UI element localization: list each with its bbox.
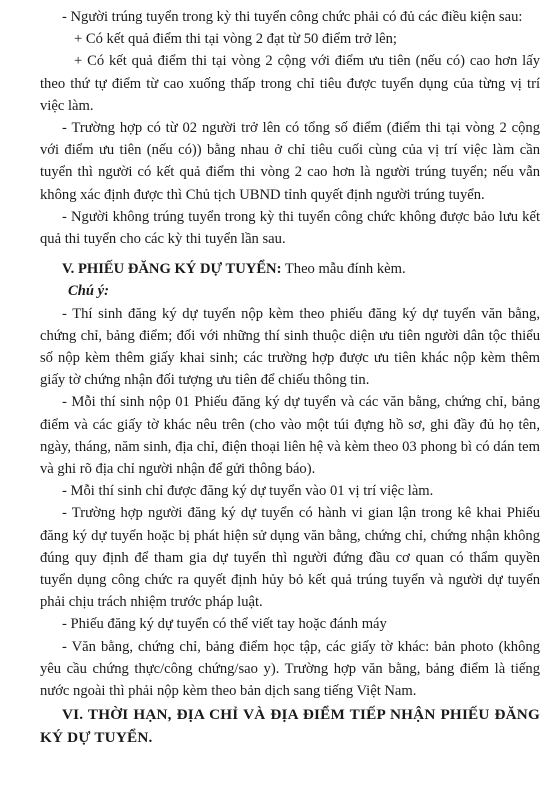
section-6-heading: VI. THỜI HẠN, ĐỊA CHỈ VÀ ĐỊA ĐIỂM TIẾP NHẬN PHIẾU ĐĂNG KÝ DỰ TUYỂN. <box>40 706 540 746</box>
paragraph-no-reserve: - Người không trúng tuyển trong kỳ thi tuyển công chức không được bảo lưu kết quả thi tuyển cho các kỳ thi tuyển lần sau. <box>40 208 540 248</box>
section-5-title: V. PHIẾU ĐĂNG KÝ DỰ TUYỂN: <box>62 261 282 278</box>
note-title: Chú ý: <box>68 283 109 300</box>
note-item-6: - Văn bằng, chứng chỉ, bảng điểm học tập, các giấy tờ khác: bản photo (không yêu cầu chứng thực/công chứng/sao y). Trường hợp văn bằng, bảng điểm là tiếng nước ngoài thì phải nộp kèm theo bản dịch sang tiếng Việt Nam. <box>40 638 540 700</box>
paragraph-condition-2: + Có kết quả điểm thi tại vòng 2 cộng với điểm ưu tiên (nếu có) cao hơn lấy theo thứ tự điểm từ cao xuống thấp trong chỉ tiêu được tuyển dụng của từng vị trí việc làm. <box>40 53 540 114</box>
note-item-5: - Phiếu đăng ký dự tuyển có thể viết tay hoặc đánh máy <box>62 616 387 633</box>
note-item-4: - Trường hợp người đăng ký dự tuyển có hành vi gian lận trong kê khai Phiếu đăng ký dự tuyển hoặc bị phát hiện sử dụng văn bằng, chứng chỉ, chứng nhận không đúng quy định để tham gia dự tuyển thì người đứng đầu cơ quan có thẩm quyền tuyển dụng công chức ra quyết định hủy bỏ kết quả trúng tuyển và người dự tuyển phải chịu trách nhiệm trước pháp luật. <box>40 505 540 611</box>
note-item-2: - Mỗi thí sinh nộp 01 Phiếu đăng ký dự tuyển và các văn bằng, chứng chỉ, bảng điểm và các giấy tờ khác nêu trên (cho vào một túi đựng hồ sơ, ghi đầy đủ họ tên, ngày, tháng, năm sinh, địa chỉ, điện thoại liên hệ và kèm theo 03 phong bì có dán tem và ghi rõ địa chỉ người nhận để gửi thông báo). <box>40 394 540 478</box>
section-5-title-rest: Theo mẫu đính kèm. <box>281 261 406 278</box>
paragraph-condition-1: + Có kết quả điểm thi tại vòng 2 đạt từ 50 điểm trở lên; <box>74 31 397 48</box>
note-item-3: - Mỗi thí sinh chỉ được đăng ký dự tuyển vào 01 vị trí việc làm. <box>62 483 434 500</box>
paragraph-conditions: - Người trúng tuyển trong kỳ thi tuyển công chức phải có đủ các điều kiện sau: <box>62 9 523 25</box>
note-item-1: - Thí sinh đăng ký dự tuyển nộp kèm theo phiếu đăng ký dự tuyển văn bằng, chứng chỉ, bảng điểm; đối với những thí sinh thuộc diện ưu tiên người dân tộc thiểu số nộp kèm thêm giấy khai sinh; các trường hợp được ưu tiên khác nộp kèm thêm giấy tờ chứng nhận đối tượng ưu tiên để chiếu thông tin. <box>40 305 540 389</box>
section-5-heading <box>40 258 540 280</box>
paragraph-tie-rule: - Trường hợp có từ 02 người trở lên có tổng số điểm (điểm thi tại vòng 2 cộng với điểm ưu tiên (nếu có)) bằng nhau ở chỉ tiêu cuối cùng của vị trí việc làm cần tuyển thì người có kết quả điểm thi vòng 2 cao hơn là người trúng tuyển; nếu vẫn không xác định được thì Chủ tịch UBND tỉnh quyết định người trúng tuyển. <box>40 120 540 203</box>
